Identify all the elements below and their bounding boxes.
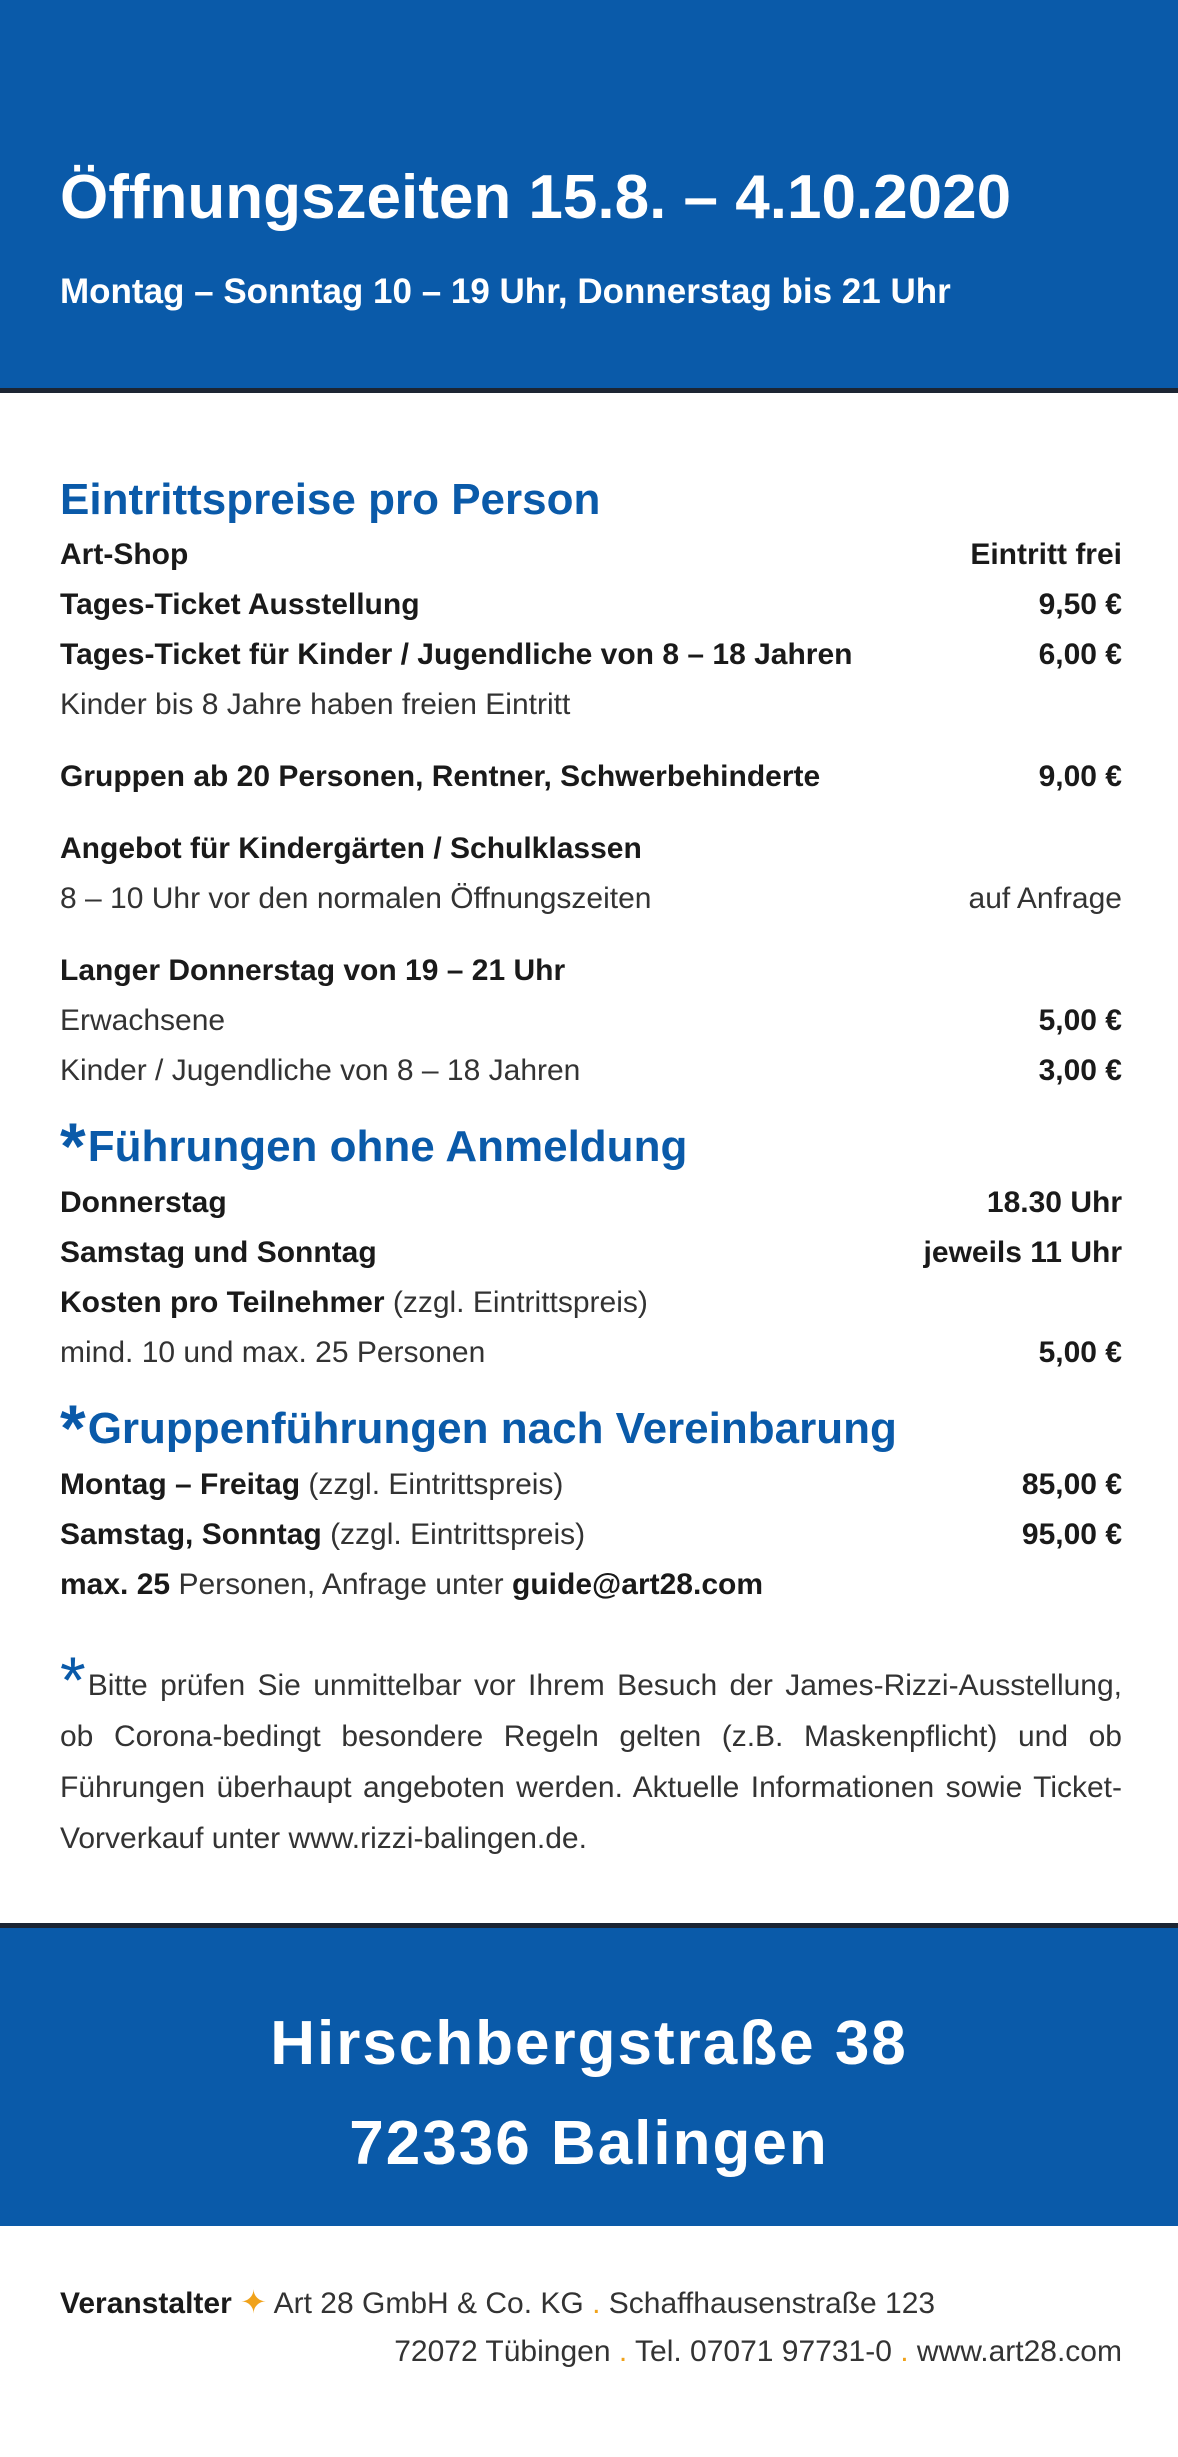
group-max-text: max. 25 Personen, Anfrage unter guide@art28.com — [60, 1568, 764, 1601]
price-label: Art-Shop — [60, 538, 189, 571]
footer-web-link[interactable]: www.art28.com — [916, 2335, 1122, 2368]
group-label: Samstag, Sonntag (zzgl. Eintrittspreis) — [60, 1518, 586, 1551]
kids-free-note — [60, 680, 1122, 730]
tour-row-thursday — [60, 1178, 1122, 1228]
price-value: 9,00 € — [1038, 760, 1122, 793]
price-value: 5,00 € — [1038, 1004, 1122, 1037]
price-row-day-ticket — [60, 580, 1122, 630]
price-label: Gruppen ab 20 Personen, Rentner, Schwerbehinderte — [60, 760, 821, 793]
price-row-schools — [60, 874, 1122, 924]
tours-title: *Führungen ohne Anmeldung — [60, 1109, 688, 1183]
footer-company: Art 28 GmbH & Co. KG — [273, 2287, 584, 2320]
sparkle-icon: ✦ — [240, 2284, 267, 2320]
price-label: Langer Donnerstag von 19 – 21 Uhr — [60, 954, 566, 987]
price-label: 8 – 10 Uhr vor den normalen Öffnungszeiten — [60, 882, 652, 915]
price-value: 6,00 € — [1038, 638, 1122, 671]
tour-value: 5,00 € — [1038, 1336, 1122, 1369]
price-value: 3,00 € — [1038, 1054, 1122, 1087]
group-tours-title: *Gruppenführungen nach Vereinbarung — [60, 1391, 897, 1465]
price-label: Tages-Ticket Ausstellung — [60, 588, 420, 621]
note-text: Kinder bis 8 Jahre haben freien Eintritt — [60, 688, 571, 721]
footer-city: 72072 Tübingen — [394, 2335, 611, 2368]
price-label: Angebot für Kindergärten / Schulklassen — [60, 832, 642, 865]
tour-row-weekend — [60, 1228, 1122, 1278]
price-value: 9,50 € — [1038, 588, 1122, 621]
header-banner — [0, 0, 1178, 393]
tour-label: mind. 10 und max. 25 Personen — [60, 1336, 486, 1369]
tour-label: Donnerstag — [60, 1186, 227, 1219]
price-label: Erwachsene — [60, 1004, 226, 1037]
address-banner — [0, 1923, 1178, 2226]
tour-value: 18.30 Uhr — [986, 1186, 1122, 1219]
price-row-thursday-kids — [60, 1046, 1122, 1096]
price-row-kids-ticket — [60, 630, 1122, 680]
main-content — [60, 470, 1122, 1610]
price-value: Eintritt frei — [970, 538, 1122, 571]
address-city: 72336 Balingen — [349, 2109, 829, 2178]
address-street: Hirschbergstraße 38 — [270, 2009, 908, 2078]
prices-title: Eintrittspreise pro Person — [60, 475, 601, 524]
group-row-weekend — [60, 1510, 1122, 1560]
price-value: auf Anfrage — [968, 882, 1122, 915]
tour-cost-label: Kosten pro Teilnehmer (zzgl. Eintrittspreis) — [60, 1286, 648, 1319]
group-label: Montag – Freitag (zzgl. Eintrittspreis) — [60, 1468, 564, 1501]
tour-row-participants — [60, 1328, 1122, 1378]
tour-label: Samstag und Sonntag — [60, 1236, 377, 1269]
group-value: 95,00 € — [1021, 1518, 1122, 1551]
price-row-adults — [60, 996, 1122, 1046]
asterisk-icon: * — [60, 1391, 86, 1465]
footer-line-2: 72072 Tübingen . Tel. 07071 97731-0 . www.art28.com — [394, 2335, 1122, 2368]
corona-note: *Bitte prüfen Sie unmittelbar vor Ihrem Besuch der James-Rizzi-Ausstellung, ob Corona-bedingt besondere Regeln gelten (z.B. Maskenpflicht) und ob Führungen überhaupt angeboten werden. Aktuelle Informationen sowie Ticket-Vorverkauf unter www.rizzi-balingen.de. — [60, 1643, 1122, 1855]
page-title: Öffnungszeiten 15.8. – 4.10.2020 — [60, 163, 1012, 232]
thursday-heading — [60, 946, 1122, 996]
group-value: 85,00 € — [1021, 1468, 1122, 1501]
schools-heading — [60, 824, 1122, 874]
group-row-weekday — [60, 1460, 1122, 1510]
price-label: Kinder / Jugendliche von 8 – 18 Jahren — [60, 1054, 581, 1087]
price-row-art-shop — [60, 530, 1122, 580]
footer-street: Schaffhausenstraße 123 — [608, 2287, 936, 2320]
price-row-groups — [60, 752, 1122, 802]
email-link[interactable]: guide@art28.com — [512, 1568, 764, 1601]
asterisk-icon: * — [60, 1643, 86, 1717]
tour-cost-heading — [60, 1278, 1122, 1328]
organizer-label: Veranstalter — [60, 2287, 232, 2320]
tour-value: jeweils 11 Uhr — [923, 1236, 1122, 1269]
footer-phone: Tel. 07071 97731-0 — [635, 2335, 892, 2368]
footer-line-1: Veranstalter ✦ Art 28 GmbH & Co. KG . Schaffhausenstraße 123 — [60, 2284, 936, 2320]
asterisk-icon: * — [60, 1109, 86, 1183]
group-max-row — [60, 1560, 1122, 1610]
opening-hours: Montag – Sonntag 10 – 19 Uhr, Donnerstag bis 21 Uhr — [60, 272, 951, 311]
price-label: Tages-Ticket für Kinder / Jugendliche von 8 – 18 Jahren — [60, 638, 853, 671]
